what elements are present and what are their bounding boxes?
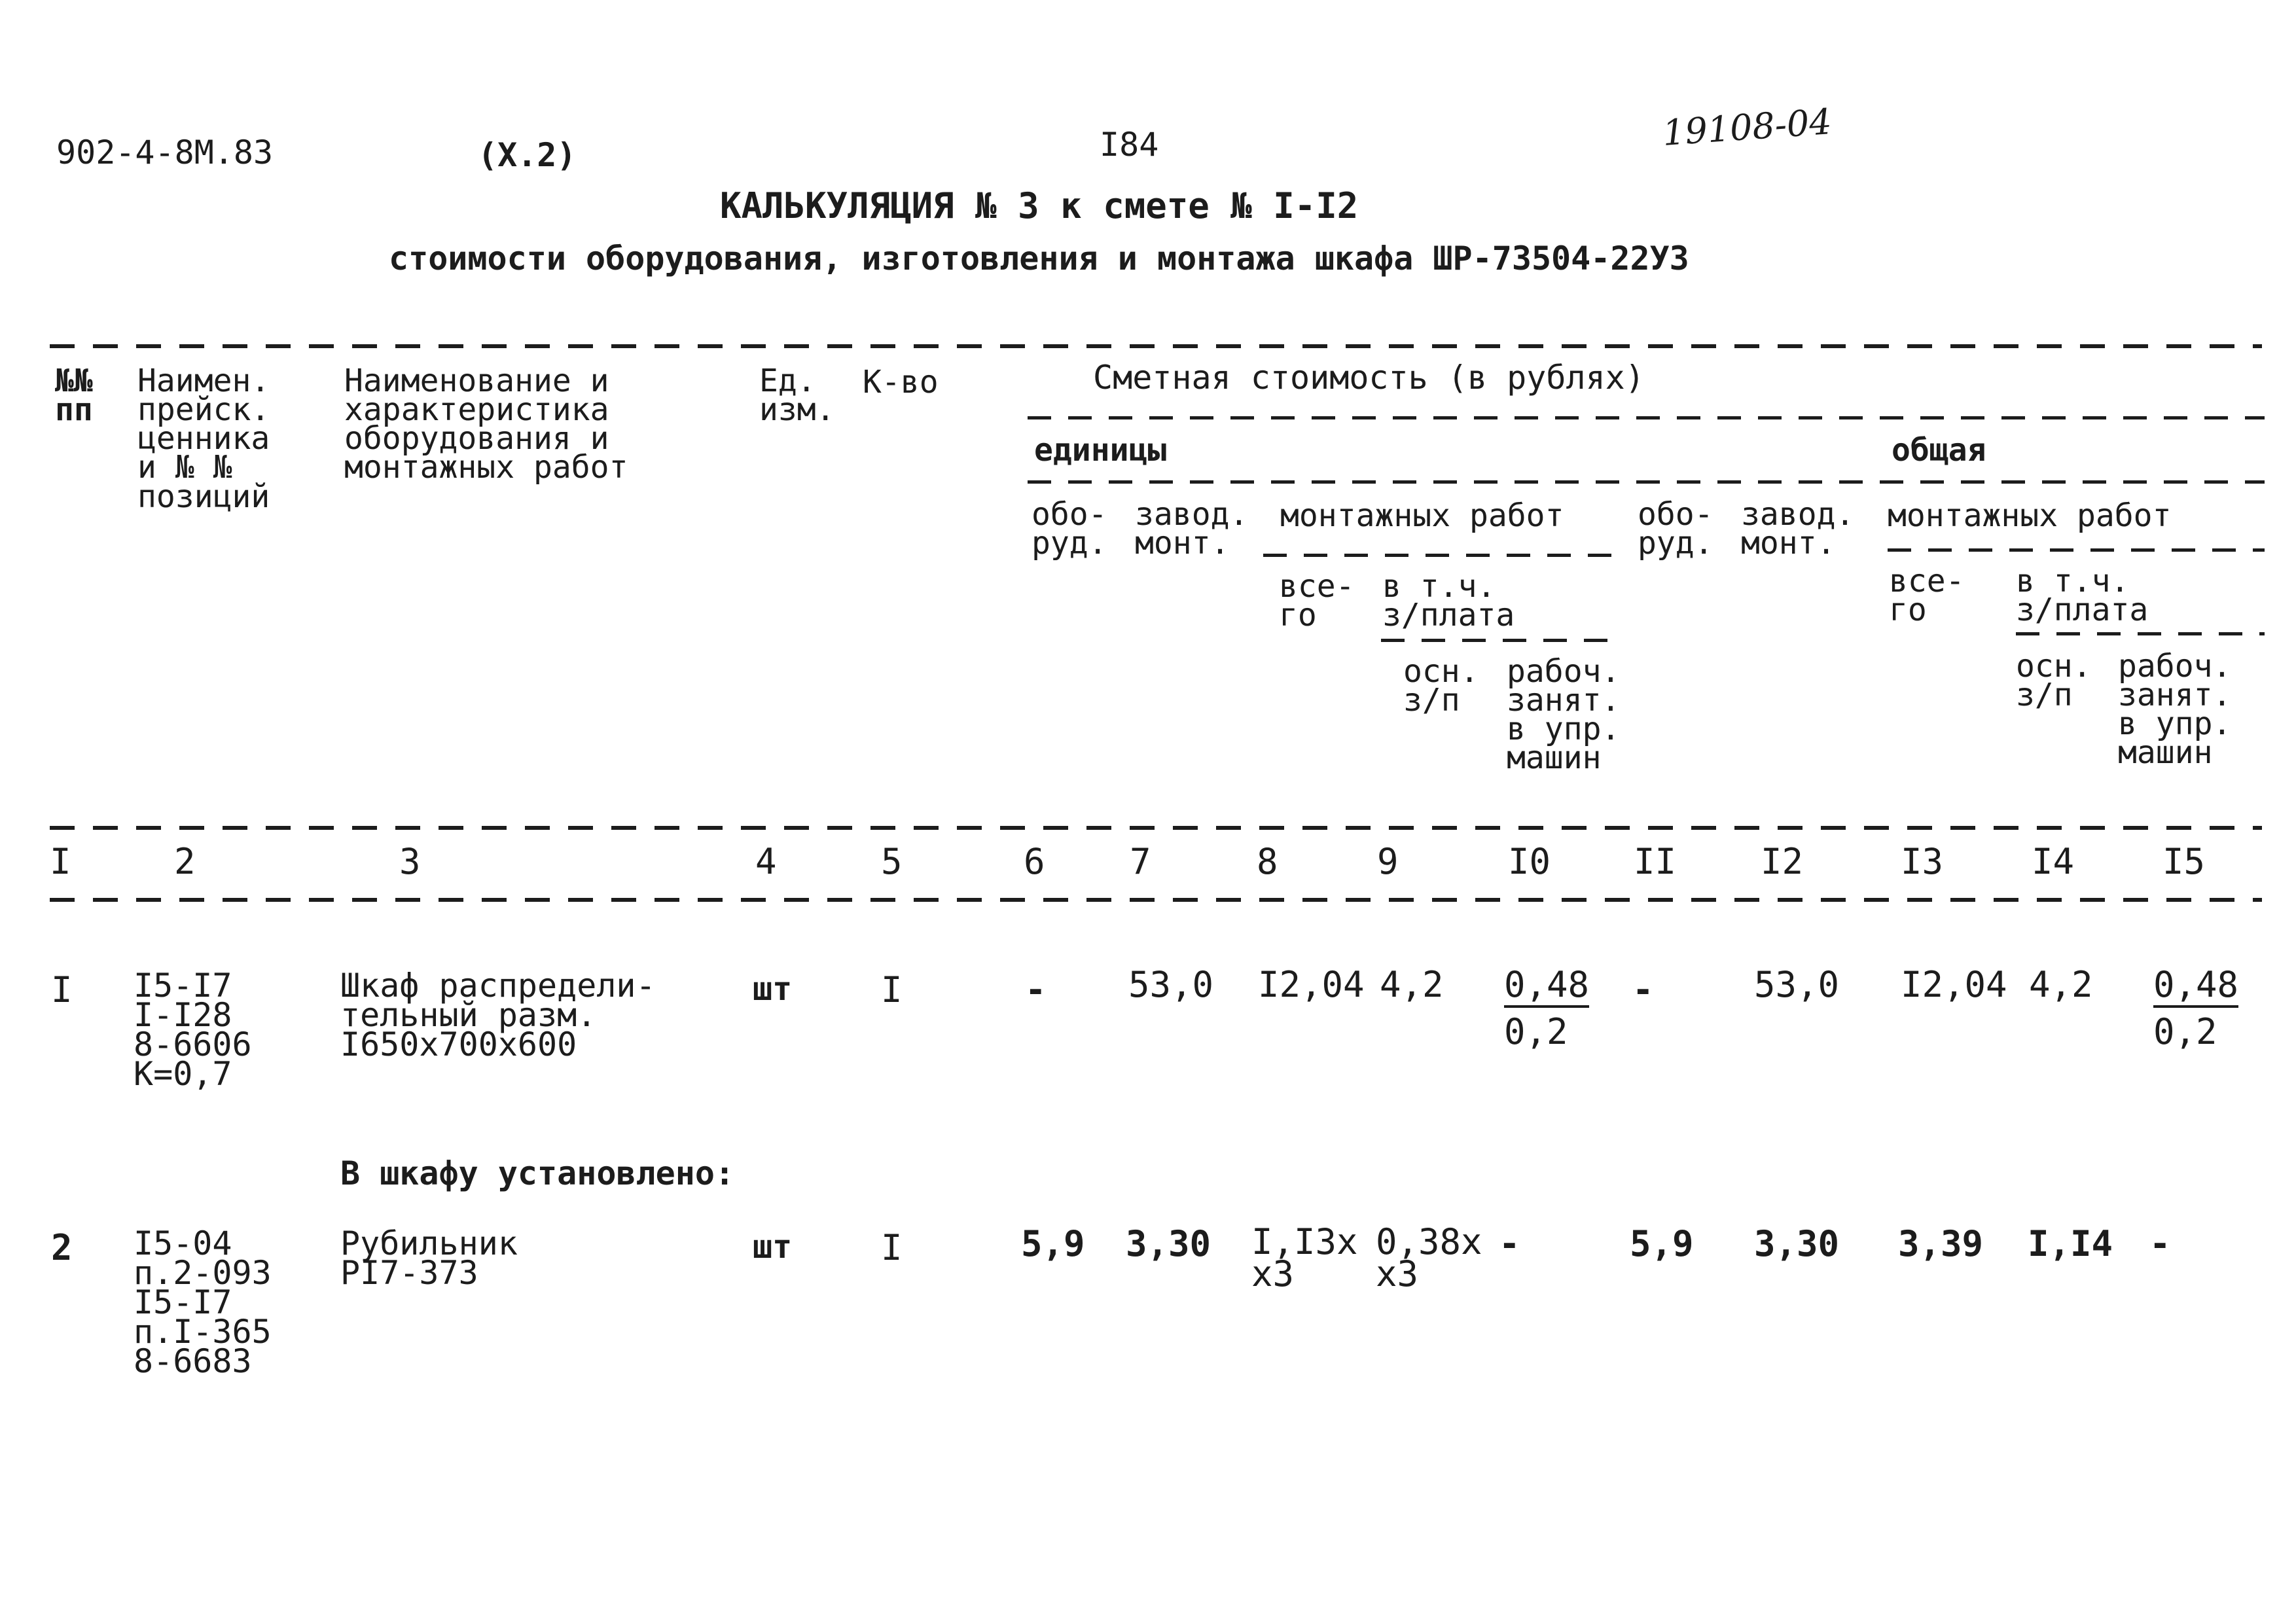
column-number: I2 <box>1761 841 1804 882</box>
header-factory-unit: завод. монт. <box>1135 496 1249 562</box>
header-item-name: Наименование и характеристика оборудования и монтажных работ <box>344 363 628 486</box>
document-subtitle: стоимости оборудования, изготовления и монтажа шкафа ШР-73504-22УЗ <box>389 240 1689 277</box>
row-1-mount-total-unit: I2,04 <box>1258 964 1365 1005</box>
row-1-price-reference: I5-I7 I-I28 8-6606 К=0,7 <box>134 967 252 1093</box>
header-equipment-unit: обо- руд. <box>1031 496 1107 562</box>
column-number: 3 <box>399 841 421 882</box>
column-number: I3 <box>1901 841 1944 882</box>
column-number: 4 <box>755 841 777 882</box>
row-2-number: 2 <box>51 1227 73 1268</box>
row-1-machine-wage-unit-bottom: 0,2 <box>1504 1011 1568 1052</box>
header-incl-wage-total: в т.ч. з/плата <box>2016 563 2149 629</box>
header-row-number: №№ пп <box>55 363 93 429</box>
column-number: I0 <box>1508 841 1551 882</box>
header-unit-group: единицы <box>1034 432 1167 469</box>
fraction-line <box>2153 1005 2238 1008</box>
row-2-price-reference: I5-04 п.2-093 I5-I7 п.I-365 8-6683 <box>134 1224 272 1380</box>
header-equipment-total: обо- руд. <box>1638 496 1713 562</box>
row-2-unit: шт <box>753 1228 793 1266</box>
header-machine-wage-total: рабоч. занят. в упр. машин <box>2118 648 2232 772</box>
row-1-base-wage-total: 4,2 <box>2029 964 2093 1005</box>
column-number: 7 <box>1130 841 1151 882</box>
header-base-wage-unit: осн. з/п <box>1403 653 1479 719</box>
header-incl-wage-unit: в т.ч. з/плата <box>1382 568 1515 634</box>
row-1-number: I <box>51 969 73 1010</box>
column-number: II <box>1634 841 1677 882</box>
row-1-factory-unit: 53,0 <box>1128 964 1214 1005</box>
row-1-base-wage-unit: 4,2 <box>1380 964 1444 1005</box>
cost-group-rule <box>1028 416 2265 419</box>
header-machine-wage-unit: рабоч. занят. в упр. машин <box>1507 653 1621 777</box>
header-unit: Ед. изм. <box>759 363 835 429</box>
column-numbers-bottom-rule <box>50 898 2262 902</box>
column-number: I5 <box>2162 841 2206 882</box>
column-number: 9 <box>1377 841 1399 882</box>
row-1-unit: шт <box>753 970 793 1008</box>
row-2-base-wage-unit: 0,38х х3 <box>1376 1221 1482 1294</box>
header-price-reference: Наимен. прейск. ценника и № № позиций <box>137 363 270 515</box>
header-factory-total: завод. монт. <box>1741 496 1855 562</box>
row-1-mount-total: I2,04 <box>1901 964 2007 1005</box>
column-number: 6 <box>1024 841 1045 882</box>
subgroup-rule <box>1028 480 2265 484</box>
handwritten-number: 19108-04 <box>1661 101 1833 154</box>
page-number: I84 <box>1100 126 1159 164</box>
column-number: 5 <box>881 841 903 882</box>
header-mounting-total: монтажных работ <box>1888 497 2172 534</box>
row-2-equipment-unit: 5,9 <box>1021 1223 1085 1264</box>
header-mounting-unit: монтажных работ <box>1280 497 1564 534</box>
column-number: I <box>50 841 71 882</box>
table-top-rule <box>50 344 2262 348</box>
row-2-equipment-total: 5,9 <box>1630 1223 1694 1264</box>
row-2-mount-total-unit: I,I3х х3 <box>1251 1221 1358 1294</box>
document-title: КАЛЬКУЛЯЦИЯ № 3 к смете № I-I2 <box>720 185 1359 226</box>
row-1-factory-total: 53,0 <box>1754 964 1840 1005</box>
column-numbers-top-rule <box>50 826 2262 830</box>
row-1-equipment-unit: - <box>1025 969 1047 1010</box>
wage-unit-rule <box>1381 639 1617 642</box>
row-1-quantity: I <box>881 969 903 1010</box>
row-2-item-name: Рубильник РI7-373 <box>340 1224 518 1292</box>
header-quantity: К-во <box>863 364 939 401</box>
row-2-base-wage-total: I,I4 <box>2028 1223 2113 1264</box>
column-number: 8 <box>1257 841 1278 882</box>
row-2-factory-unit: 3,30 <box>1126 1223 1211 1264</box>
row-1-machine-wage-unit-top: 0,48 <box>1504 964 1590 1005</box>
wage-total-rule <box>2016 632 2265 635</box>
row-1-machine-wage-total-top: 0,48 <box>2153 964 2239 1005</box>
header-mount-all-total: все- го <box>1889 563 1965 629</box>
header-mount-all-unit: все- го <box>1279 568 1355 634</box>
mounting-total-rule <box>1888 548 2265 552</box>
section-number: (X.2) <box>478 136 577 174</box>
row-1-equipment-total: - <box>1632 969 1654 1010</box>
column-number: I4 <box>2032 841 2075 882</box>
header-cost-group: Сметная стоимость (в рублях) <box>1093 359 1645 397</box>
row-2-machine-wage-total: - <box>2149 1223 2171 1264</box>
row-2-factory-total: 3,30 <box>1754 1223 1840 1264</box>
mounting-unit-rule <box>1263 554 1617 557</box>
row-1-item-name: Шкаф распредели- тельный разм. I650х700х600 <box>340 967 656 1063</box>
fraction-line <box>1504 1005 1589 1008</box>
installed-label: В шкафу установлено: <box>340 1154 735 1192</box>
row-1-machine-wage-total-bottom: 0,2 <box>2153 1011 2217 1052</box>
header-base-wage-total: осн. з/п <box>2016 648 2092 714</box>
row-2-quantity: I <box>881 1227 903 1268</box>
row-2-mount-total: 3,39 <box>1898 1223 1984 1264</box>
column-number: 2 <box>174 841 196 882</box>
row-2-machine-wage-unit: - <box>1499 1223 1520 1264</box>
document-code: 902-4-8М.83 <box>56 134 274 171</box>
header-total-group: общая <box>1892 432 1986 469</box>
